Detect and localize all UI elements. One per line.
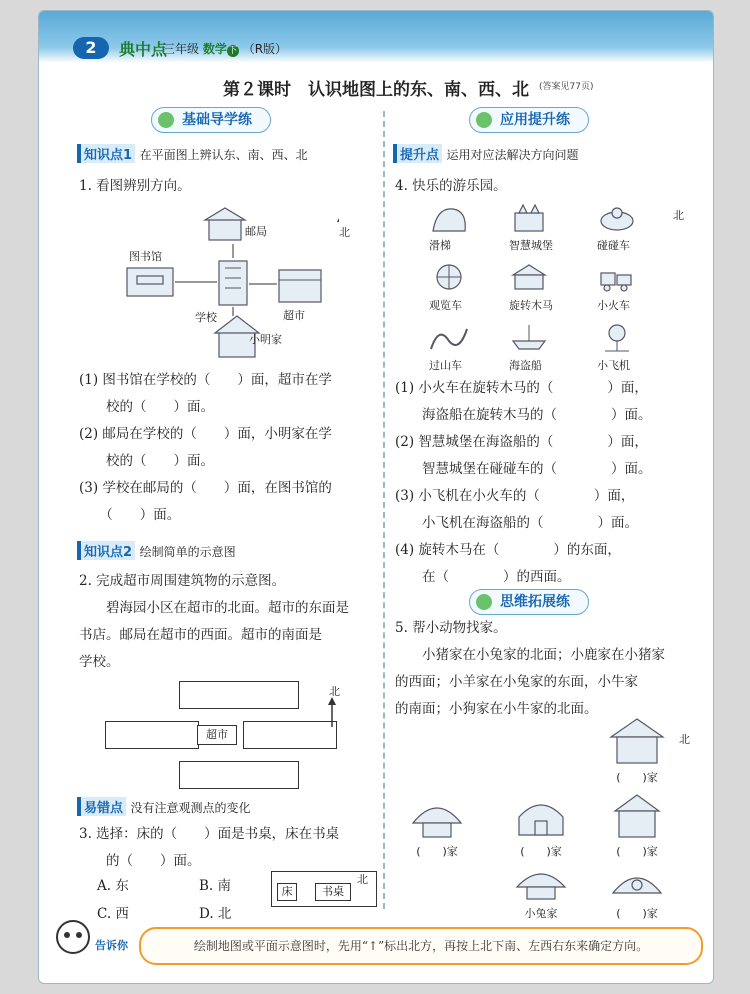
ferris-wheel-icon xyxy=(429,263,469,293)
question-4-stem: 4. 快乐的游乐园。 xyxy=(395,178,507,194)
west-box[interactable] xyxy=(105,721,199,749)
north-arrow-icon xyxy=(327,697,337,727)
north-label-q4: 北 xyxy=(673,209,684,222)
question-3-text: 3. 选择：床的（ ）面是书桌，床在书桌 的（ ）面。 xyxy=(79,826,340,869)
amusement-park-grid xyxy=(429,203,669,373)
house-top: ( )家 xyxy=(607,717,667,785)
section-basic: 基础导学练 xyxy=(151,107,271,133)
school-icon xyxy=(219,261,247,305)
question-1-stem: 1. 看图辨别方向。 xyxy=(79,178,191,194)
question-4-answers: (1) 小火车在旋转木马的（ ）面， 海盗船在旋转木马的（ ）面。 (2) 智慧城堡在海盗船的（ ）面， 智慧城堡在碰碰车的（ ）面。 (3) 小飞机在小火车的（ ）面， 小飞机在海盗船的（ ）面。 (4) 旋转木马在（ ）的东面， 在（ ）的西面。 xyxy=(395,380,652,585)
label-school: 学校 xyxy=(195,311,217,324)
ride-slide: 滑梯 xyxy=(429,203,489,253)
north-box[interactable] xyxy=(179,681,299,709)
house-rabbit: 小兔家 xyxy=(511,861,571,921)
ride-castle: 智慧城堡 xyxy=(509,203,579,253)
east-box[interactable] xyxy=(243,721,337,749)
question-5-text: 5. 帮小动物找家。 小猪家在小兔家的北面；小鹿家在小猪家 的西面；小羊家在小兔家的东面，小牛家 的南面；小狗家在小牛家的北面。 xyxy=(395,620,665,717)
center-market-box: 超市 xyxy=(197,725,237,745)
cottage-icon xyxy=(607,793,667,839)
mushroom-house-icon xyxy=(407,793,467,839)
label-post: 邮局 xyxy=(245,225,267,238)
ride-pirate: 海盗船 xyxy=(509,323,579,373)
house-icon xyxy=(607,717,667,765)
house-right: ( )家 xyxy=(607,793,667,859)
train-icon xyxy=(597,263,637,293)
plane-ride-icon xyxy=(597,323,637,353)
snail-house-icon xyxy=(607,861,667,901)
section-apply: 应用提升练 xyxy=(469,107,589,133)
option-b[interactable]: B. 南 xyxy=(199,878,232,894)
error-point: 易错点 没有注意观测点的变化 xyxy=(77,797,251,816)
supermarket-icon xyxy=(279,270,321,302)
ride-carousel: 旋转木马 xyxy=(509,263,579,313)
south-box[interactable] xyxy=(179,761,299,789)
knowledge-point-1: 知识点1 在平面图上辨认东、南、西、北 xyxy=(77,144,308,163)
option-a[interactable]: A. 东 xyxy=(97,878,129,894)
slide-icon xyxy=(429,203,469,233)
castle-icon xyxy=(509,203,549,233)
footer-badge: 告诉你 xyxy=(95,939,128,952)
library-icon xyxy=(127,268,173,296)
lesson-title: 第２课时 认识地图上的东、南、西、北 xyxy=(223,80,529,100)
brand-logo: 典中点 xyxy=(119,40,168,59)
ride-coaster: 过山车 xyxy=(429,323,489,373)
carousel-icon xyxy=(509,263,549,293)
series-info: 三年级 数学下 （R版） xyxy=(163,42,288,56)
workbook-page xyxy=(38,10,714,984)
bed-box: 床 xyxy=(277,883,297,901)
house-bottom-right: ( )家 xyxy=(607,861,667,921)
label-market: 超市 xyxy=(283,309,305,322)
post-office-icon xyxy=(205,208,245,240)
north-label-q3: 北 xyxy=(357,873,368,886)
mascot-icon xyxy=(51,917,95,967)
option-d[interactable]: D. 北 xyxy=(199,906,232,922)
house-middle: ( )家 xyxy=(511,793,571,859)
ride-bumper: 碰碰车 xyxy=(597,203,667,253)
q1-direction-map xyxy=(119,206,339,366)
ride-ferris: 观览车 xyxy=(429,263,489,313)
rabbit-house-icon xyxy=(511,861,571,901)
north-label-q2: 北 xyxy=(329,685,340,698)
section-extend: 思维拓展练 xyxy=(469,589,589,615)
house-left: ( )家 xyxy=(407,793,467,859)
question-1-answers: (1) 图书馆在学校的（ ）面，超市在学 校的（ ）面。 (2) 邮局在学校的（ ）面，小明家在学 校的（ ）面。 (3) 学校在邮局的（ ）面，在图书馆的 （ ）面。 xyxy=(79,372,332,523)
north-label: 北 xyxy=(339,226,350,239)
roller-coaster-icon xyxy=(429,323,469,353)
pirate-ship-icon xyxy=(509,323,549,353)
ride-train: 小火车 xyxy=(597,263,667,313)
page-number: 2 xyxy=(73,37,109,59)
ride-plane: 小飞机 xyxy=(597,323,667,373)
dome-house-icon xyxy=(511,793,571,839)
option-c[interactable]: C. 西 xyxy=(97,906,129,922)
desk-box: 书桌 xyxy=(315,883,351,901)
bumper-car-icon xyxy=(597,203,637,233)
label-home: 小明家 xyxy=(249,333,282,346)
north-label-q5: 北 xyxy=(679,733,690,746)
label-library: 图书馆 xyxy=(129,250,162,263)
tip-point: 提升点 运用对应法解决方向问题 xyxy=(393,144,579,163)
question-2-text: 2. 完成超市周围建筑物的示意图。 碧海园小区在超市的北面。超市的东面是 书店。邮局在超市的西面。超市的南面是 学校。 xyxy=(79,573,349,670)
answer-reference: (答案见77页) xyxy=(539,82,594,92)
column-divider xyxy=(383,111,385,909)
knowledge-point-2: 知识点2 绘制简单的示意图 xyxy=(77,541,236,560)
footer-tip: 绘制地图或平面示意图时，先用“↑”标出北方，再按上北下南、左西右东来确定方向。 xyxy=(139,927,703,965)
